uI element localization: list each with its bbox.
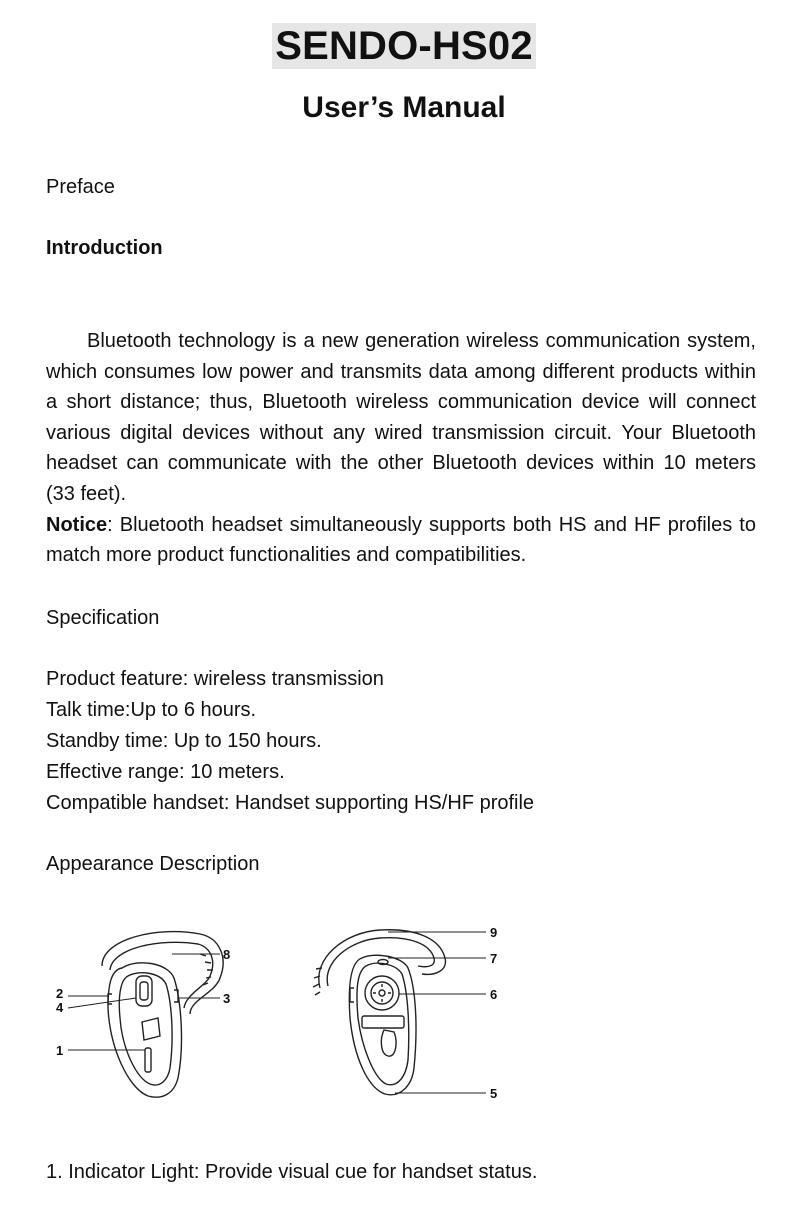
callout-5: 5 xyxy=(490,1086,498,1101)
intro-line: headset can communicate with the other Bluetooth devices within 10 meters xyxy=(46,452,756,475)
callout-6: 6 xyxy=(490,987,498,1002)
intro-line: various digital devices without any wired transmission circuit. Your Bluetooth xyxy=(46,421,756,444)
callout-9: 9 xyxy=(490,925,498,940)
indicator-light-item: 1. Indicator Light: Provide visual cue for handset status. xyxy=(46,1161,538,1183)
spec-item: Standby time: Up to 150 hours. xyxy=(46,730,322,752)
rear-headset-drawing xyxy=(313,930,445,1095)
introduction-paragraph xyxy=(46,326,756,571)
spec-item: Product feature: wireless transmission xyxy=(46,668,384,690)
spec-item: Compatible handset: Handset supporting HS/HF profile xyxy=(46,792,535,814)
callout-1: 1 xyxy=(56,1043,64,1058)
document-subtitle: User’s Manual xyxy=(302,91,506,124)
callout-8: 8 xyxy=(223,947,231,962)
specification-heading: Specification xyxy=(46,607,160,629)
headset-diagram xyxy=(50,918,520,1108)
intro-line: Bluetooth technology is a new generation wireless communication system, xyxy=(87,330,756,352)
notice-line xyxy=(46,510,756,541)
front-headset-drawing xyxy=(102,932,223,1098)
notice-text: : Bluetooth headset simultaneously supports both HS and HF profiles to xyxy=(107,513,756,536)
callout-4: 4 xyxy=(56,1000,64,1015)
document-title: SENDO-HS02 xyxy=(272,23,536,69)
intro-line: (33 feet). xyxy=(46,482,127,505)
notice-line-2: match more product functionalities and compatibilities. xyxy=(46,544,527,567)
intro-line: which consumes low power and transmits data among different products within xyxy=(46,360,756,383)
spec-item: Talk time:Up to 6 hours. xyxy=(46,699,257,721)
intro-line: a short distance; thus, Bluetooth wireless communication device will connect xyxy=(46,391,756,414)
appearance-heading: Appearance Description xyxy=(46,853,260,875)
callout-7: 7 xyxy=(490,951,498,966)
spec-item: Effective range: 10 meters. xyxy=(46,761,285,783)
title-wrapper xyxy=(0,23,808,69)
callout-2: 2 xyxy=(56,986,64,1001)
introduction-heading: Introduction xyxy=(46,237,163,259)
callout-3: 3 xyxy=(223,991,231,1006)
notice-label: Notice xyxy=(46,513,108,536)
preface-heading: Preface xyxy=(46,176,115,198)
